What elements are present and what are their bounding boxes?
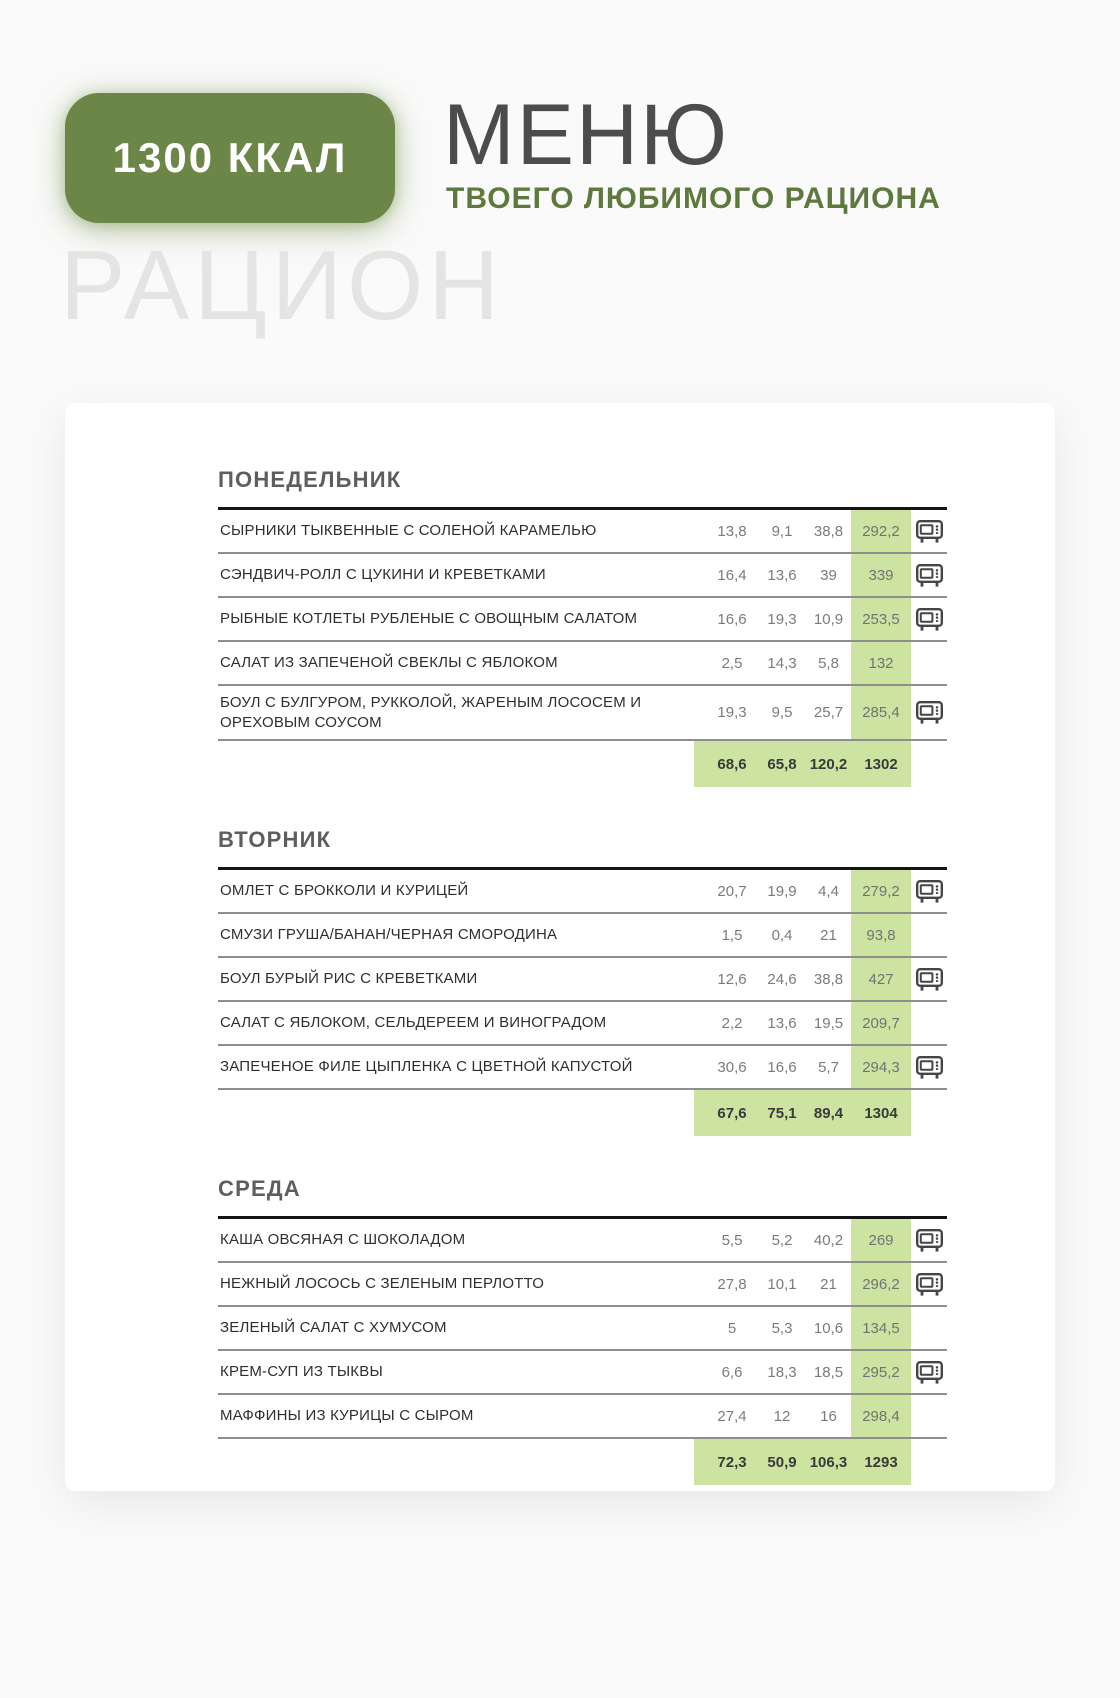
total-protein-value: 68,6 (717, 755, 747, 773)
total-kcal-value: 1304 (864, 1104, 898, 1122)
microwave-cell (911, 510, 947, 552)
microwave-cell (911, 598, 947, 640)
total-kcal-value: 1302 (864, 755, 898, 773)
dish-name: СЭНДВИЧ-РОЛЛ С ЦУКИНИ И КРЕВЕТКАМИ (220, 566, 546, 584)
table-row (218, 1351, 947, 1395)
total-kcal-value: 1293 (864, 1453, 898, 1471)
total-fat-value: 75,1 (767, 1104, 797, 1122)
microwave-cell (911, 686, 947, 739)
microwave-cell (911, 1046, 947, 1088)
kcal-value: 298,4 (851, 1395, 911, 1437)
dish-name: КАША ОВСЯНАЯ С ШОКОЛАДОМ (220, 1231, 466, 1249)
protein-value: 27,4 (717, 1407, 747, 1425)
menu-days (218, 467, 947, 1525)
kcal-value: 295,2 (851, 1351, 911, 1393)
table-row (218, 686, 947, 741)
table-row (218, 958, 947, 1002)
fat-value: 24,6 (767, 970, 797, 988)
fat-value: 0,4 (771, 926, 793, 944)
fat-value: 16,6 (767, 1058, 797, 1076)
fat-value: 19,9 (767, 882, 797, 900)
protein-value: 13,8 (717, 522, 747, 540)
kcal-value: 339 (851, 554, 911, 596)
protein-value: 19,3 (717, 704, 747, 721)
carbs-value: 39 (820, 566, 837, 584)
microwave-cell (911, 1002, 947, 1044)
day-title: ПОНЕДЕЛЬНИК (218, 467, 402, 492)
protein-value: 5 (727, 1319, 737, 1337)
totals-spacer (218, 741, 694, 787)
table-row (218, 1002, 947, 1046)
dish-name: РЫБНЫЕ КОТЛЕТЫ РУБЛЕНЫЕ С ОВОЩНЫМ САЛАТОМ (220, 610, 638, 628)
table-row (218, 870, 947, 914)
totals-icon-spacer (911, 1090, 947, 1136)
kcal-value: 134,5 (851, 1307, 911, 1349)
dish-name: СМУЗИ ГРУША/БАНАН/ЧЕРНАЯ СМОРОДИНА (220, 926, 558, 944)
totals-icon-spacer (911, 741, 947, 787)
microwave-icon (916, 1273, 943, 1296)
totals-row (218, 1090, 947, 1136)
carbs-value: 5,7 (818, 1058, 839, 1076)
carbs-value: 4,4 (818, 882, 839, 900)
kcal-value: 209,7 (851, 1002, 911, 1044)
carbs-value: 16 (820, 1407, 837, 1425)
dish-name: ЗАПЕЧЕНОЕ ФИЛЕ ЦЫПЛЕНКА С ЦВЕТНОЙ КАПУСТОЙ (220, 1058, 633, 1076)
kcal-value: 427 (851, 958, 911, 1000)
table-row (218, 598, 947, 642)
menu-card (65, 403, 1055, 1491)
protein-value: 20,7 (717, 882, 747, 900)
kcal-value: 93,8 (851, 914, 911, 956)
totals-block (694, 1439, 911, 1485)
fat-value: 5,2 (771, 1231, 793, 1249)
carbs-value: 10,9 (813, 610, 844, 628)
kcal-value: 132 (851, 642, 911, 684)
dish-name: ЗЕЛЕНЫЙ САЛАТ С ХУМУСОМ (220, 1319, 447, 1337)
microwave-icon (916, 564, 943, 587)
fat-value: 5,3 (771, 1319, 793, 1337)
microwave-cell (911, 554, 947, 596)
totals-icon-spacer (911, 1439, 947, 1485)
protein-value: 12,6 (717, 970, 747, 988)
protein-value: 2,5 (721, 654, 743, 672)
totals-row (218, 1439, 947, 1485)
total-carbs-value: 89,4 (813, 1104, 844, 1122)
table-row (218, 642, 947, 686)
dish-name: СЫРНИКИ ТЫКВЕННЫЕ С СОЛЕНОЙ КАРАМЕЛЬЮ (220, 522, 597, 540)
page-title: МЕНЮ (443, 87, 729, 183)
microwave-icon (916, 701, 943, 724)
table-row (218, 1263, 947, 1307)
microwave-cell (911, 1219, 947, 1261)
kcal-value: 253,5 (851, 598, 911, 640)
fat-value: 19,3 (767, 610, 797, 628)
fat-value: 18,3 (767, 1363, 797, 1381)
totals-spacer (218, 1439, 694, 1485)
totals-block (694, 1090, 911, 1136)
microwave-cell (911, 1351, 947, 1393)
carbs-value: 19,5 (813, 1014, 844, 1032)
carbs-value: 25,7 (813, 704, 844, 721)
day-section (218, 1176, 947, 1485)
microwave-cell (911, 958, 947, 1000)
page-subtitle: ТВОЕГО ЛЮБИМОГО РАЦИОНА (446, 182, 941, 215)
kcal-value: 294,3 (851, 1046, 911, 1088)
day-title: ВТОРНИК (218, 827, 332, 852)
dish-name: САЛАТ С ЯБЛОКОМ, СЕЛЬДЕРЕЕМ И ВИНОГРАДОМ (220, 1014, 607, 1032)
total-fat-value: 50,9 (767, 1453, 797, 1471)
totals-row (218, 741, 947, 787)
table-row (218, 554, 947, 598)
protein-value: 30,6 (717, 1058, 747, 1076)
fat-value: 13,6 (767, 566, 797, 584)
dish-name: ОМЛЕТ С БРОККОЛИ И КУРИЦЕЙ (220, 882, 469, 900)
dish-name: САЛАТ ИЗ ЗАПЕЧЕНОЙ СВЕКЛЫ С ЯБЛОКОМ (220, 654, 558, 672)
microwave-icon (916, 1056, 943, 1079)
dish-name: НЕЖНЫЙ ЛОСОСЬ С ЗЕЛЕНЫМ ПЕРЛОТТО (220, 1275, 545, 1293)
microwave-icon (916, 608, 943, 631)
fat-value: 10,1 (767, 1275, 797, 1293)
total-protein-value: 67,6 (717, 1104, 747, 1122)
day-table (218, 507, 947, 787)
day-title: СРЕДА (218, 1176, 301, 1201)
day-table (218, 867, 947, 1136)
kcal-value: 292,2 (851, 510, 911, 552)
microwave-icon (916, 880, 943, 903)
fat-value: 9,1 (771, 522, 793, 540)
carbs-value: 10,6 (813, 1319, 844, 1337)
carbs-value: 18,5 (813, 1363, 844, 1381)
fat-value: 9,5 (771, 704, 793, 721)
day-section (218, 827, 947, 1136)
protein-value: 5,5 (721, 1231, 743, 1249)
fat-value: 14,3 (767, 654, 797, 672)
table-row (218, 1046, 947, 1090)
protein-value: 2,2 (721, 1014, 743, 1032)
microwave-icon (916, 520, 943, 543)
table-row (218, 1307, 947, 1351)
table-row (218, 1395, 947, 1439)
kcal-value: 296,2 (851, 1263, 911, 1305)
totals-block (694, 741, 911, 787)
total-protein-value: 72,3 (717, 1453, 747, 1471)
table-row (218, 914, 947, 958)
calorie-badge (65, 93, 395, 223)
protein-value: 16,6 (717, 610, 747, 628)
microwave-cell (911, 870, 947, 912)
dish-name: БОУЛ С БУЛГУРОМ, РУККОЛОЙ, ЖАРЕНЫМ ЛОСОСЕМ И ОРЕХОВЫМ СОУСОМ (220, 694, 642, 731)
dish-name: МАФФИНЫ ИЗ КУРИЦЫ С СЫРОМ (220, 1407, 474, 1425)
microwave-icon (916, 1229, 943, 1252)
carbs-value: 21 (820, 926, 837, 944)
microwave-cell (911, 914, 947, 956)
total-carbs-value: 120,2 (809, 755, 848, 773)
table-row (218, 510, 947, 554)
watermark-text: РАЦИОН (60, 230, 505, 340)
day-section (218, 467, 947, 787)
microwave-icon (916, 1361, 943, 1384)
carbs-value: 38,8 (813, 522, 844, 540)
microwave-icon (916, 968, 943, 991)
table-row (218, 1219, 947, 1263)
microwave-cell (911, 1307, 947, 1349)
protein-value: 16,4 (717, 566, 747, 584)
total-carbs-value: 106,3 (809, 1453, 848, 1471)
calorie-badge-label: 1300 ККАЛ (112, 134, 348, 181)
kcal-value: 269 (851, 1219, 911, 1261)
fat-value: 12 (773, 1407, 791, 1425)
carbs-value: 21 (820, 1275, 837, 1293)
protein-value: 6,6 (721, 1363, 743, 1381)
microwave-cell (911, 1395, 947, 1437)
microwave-cell (911, 642, 947, 684)
protein-value: 1,5 (721, 926, 743, 944)
carbs-value: 5,8 (818, 654, 839, 672)
protein-value: 27,8 (717, 1275, 747, 1293)
carbs-value: 40,2 (813, 1231, 844, 1249)
totals-spacer (218, 1090, 694, 1136)
total-fat-value: 65,8 (767, 755, 797, 773)
kcal-value: 285,4 (851, 686, 911, 739)
microwave-cell (911, 1263, 947, 1305)
kcal-value: 279,2 (851, 870, 911, 912)
carbs-value: 38,8 (813, 970, 844, 988)
dish-name: КРЕМ-СУП ИЗ ТЫКВЫ (220, 1363, 383, 1381)
dish-name: БОУЛ БУРЫЙ РИС С КРЕВЕТКАМИ (220, 970, 478, 988)
fat-value: 13,6 (767, 1014, 797, 1032)
day-table (218, 1216, 947, 1485)
